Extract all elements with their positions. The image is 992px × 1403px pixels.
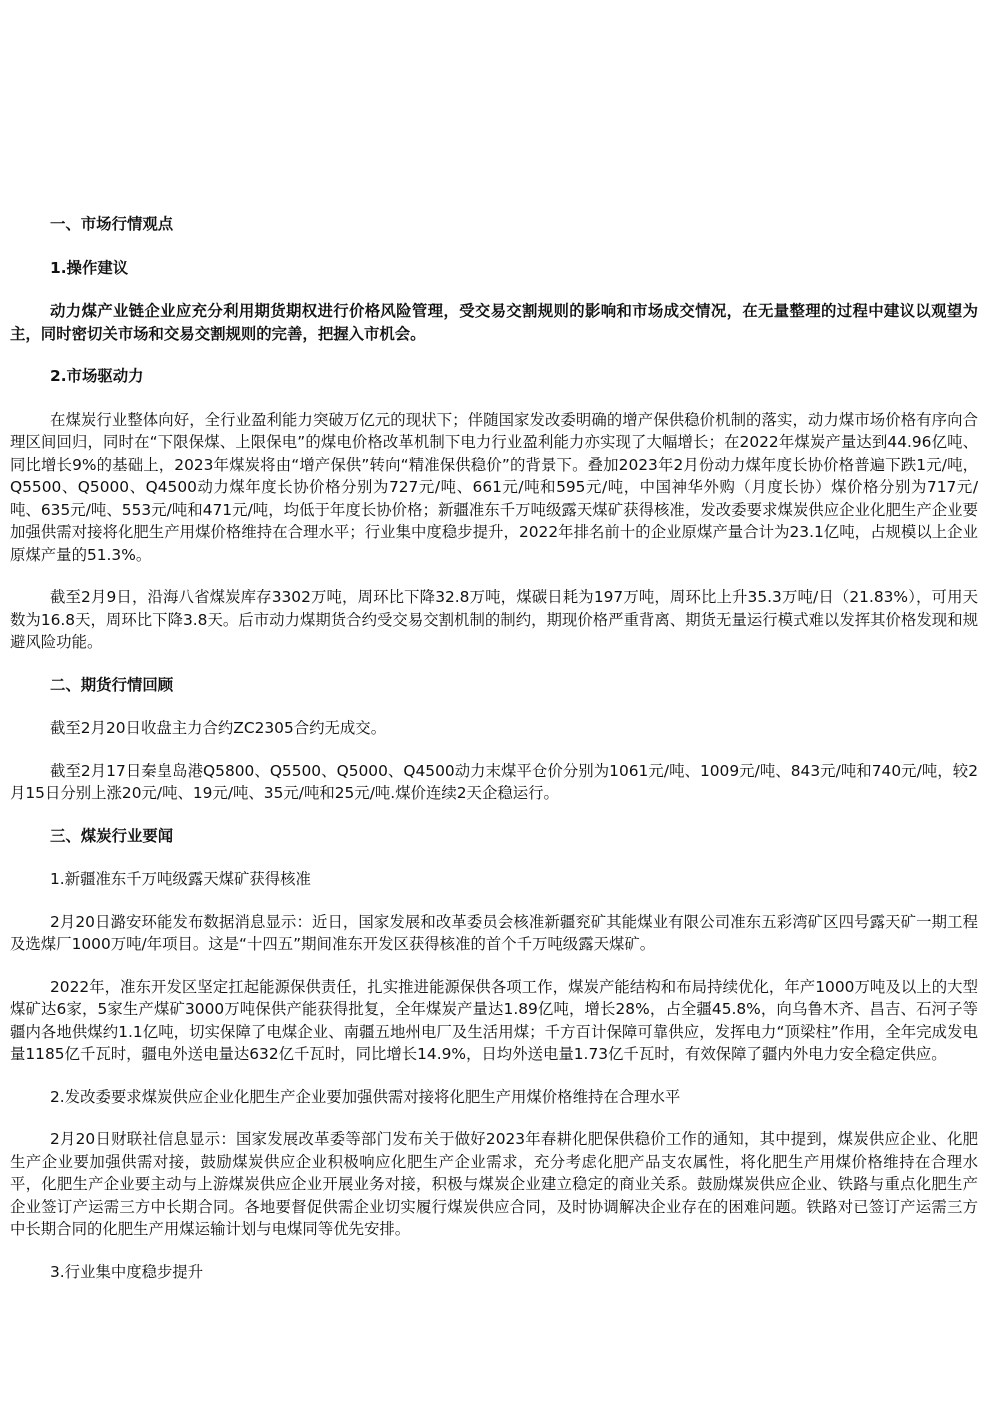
news-title-fertilizer-coal: 2.发改委要求煤炭供应企业化肥生产企业要加强供需对接将化肥生产用煤价格维持在合理水平 [50, 1087, 681, 1106]
subheading-operation-advice: 1.操作建议 [50, 258, 129, 277]
section-heading-industry-news: 三、煤炭行业要闻 [50, 826, 174, 845]
paragraph-market-drivers-1: 在煤炭行业整体向好，全行业盈利能力突破万亿元的现状下；伴随国家发改委明确的增产保供稳价机制的落实，动力煤市场价格有序向合理区间回归，同时在“下限保煤、上限保电”的煤电价格改革机制下电力行业盈利能力亦实现了大幅增长；在2022年煤炭产量达到44.96亿吨、同比增长9%的基础上，2023年煤炭将由“增产保供”转向“精准保供稳价”的背景下。叠加2023年2月份动力煤年度长协价格普遍下跌1元/吨，Q5500、Q5000、Q4500动力煤年度长协价格分别为727元/吨、661元/吨和595元/吨，中国神华外购（月度长协）煤价格分别为717元/吨、635元/吨、553元/吨和471元/吨，均低于年度长协价格；新疆准东千万吨级露天煤矿获得核准，发改委要求煤炭供应企业化肥生产企业要加强供需对接将化肥生产用煤价格维持在合理水平；行业集中度稳步提升，2022年排名前十的企业原煤产量合计为23.1亿吨，占规模以上企业原煤产量的51.3%。 [10, 410, 978, 564]
paragraph-operation-advice: 动力煤产业链企业应充分利用期货期权进行价格风险管理，受交易交割规则的影响和市场成交情况，在无量整理的过程中建议以观望为主，同时密切关市场和交易交割规则的完善，把握入市机会。 [10, 302, 978, 343]
paragraph-market-drivers-2: 截至2月9日，沿海八省煤炭库存3302万吨，周环比下降32.8万吨，煤碳日耗为197万吨，周环比上升35.3万吨/日（21.83%），可用天数为16.8天，周环比下降3.8天。后市动力煤期货合约受交易交割机制的制约，期现价格严重背离、期货无量运行模式难以发挥其价格发现和规避风险功能。 [10, 588, 978, 651]
section-heading-futures-review: 二、期货行情回顾 [50, 675, 174, 694]
section-heading-market-view: 一、市场行情观点 [50, 215, 174, 233]
paragraph-futures-review-2: 截至2月17日秦皇岛港Q5800、Q5500、Q5000、Q4500动力末煤平仓价分别为1061元/吨、1009元/吨、843元/吨和740元/吨，较2月15日分别上涨20元/吨、19元/吨、35元/吨和25元/吨.煤价连续2天企稳运行。 [10, 761, 978, 802]
paragraph-futures-review-1: 截至2月20日收盘主力合约ZC2305合约无成交。 [50, 719, 387, 737]
news-title-industry-concentration: 3.行业集中度稳步提升 [50, 1262, 204, 1281]
news-title-xinjiang-mine: 1.新疆准东千万吨级露天煤矿获得核准 [50, 870, 311, 888]
subheading-market-drivers: 2.市场驱动力 [50, 367, 144, 385]
paragraph-xinjiang-mine-1: 2月20日潞安环能发布数据消息显示：近日，国家发展和改革委员会核准新疆兖矿其能煤业有限公司准东五彩湾矿区四号露天矿一期工程及选煤厂1000万吨/年项目。这是“十四五”期间准东开发区获得核准的首个千万吨级露天煤矿。 [10, 912, 978, 953]
paragraph-xinjiang-mine-2: 2022年，准东开发区坚定扛起能源保供责任，扎实推进能源保供各项工作，煤炭产能结构和布局持续优化，年产1000万吨及以上的大型煤矿达6家，5家生产煤矿3000万吨保供产能获得批复，全年煤炭产量达1.89亿吨，增长28%，占全疆45.8%，向乌鲁木齐、昌吉、石河子等疆内各地供煤约1.1亿吨，切实保障了电煤企业、南疆五地州电厂及生活用煤；千方百计保障可靠供应，发挥电力“顶梁柱”作用，全年完成发电量1185亿千瓦时，疆电外送电量达632亿千瓦时，同比增长14.9%，日均外送电量1.73亿千瓦时，有效保障了疆内外电力安全稳定供应。 [10, 977, 978, 1063]
paragraph-fertilizer-coal: 2月20日财联社信息显示：国家发展改革委等部门发布关于做好2023年春耕化肥保供稳价工作的通知，其中提到，煤炭供应企业、化肥生产企业要加强供需对接，鼓励煤炭供应企业积极响应化肥生产企业需求，充分考虑化肥产品支农属性，将化肥生产用煤价格维持在合理水平，化肥生产企业要主动与上游煤炭供应企业开展业务对接，积极与煤炭企业建立稳定的商业关系。鼓励煤炭供应企业、铁路与重点化肥生产企业签订产运需三方中长期合同。各地要督促供需企业切实履行煤炭供应合同，及时协调解决企业存在的困难问题。铁路对已签订产运需三方中长期合同的化肥生产用煤运输计划与电煤同等优先安排。 [10, 1130, 978, 1238]
